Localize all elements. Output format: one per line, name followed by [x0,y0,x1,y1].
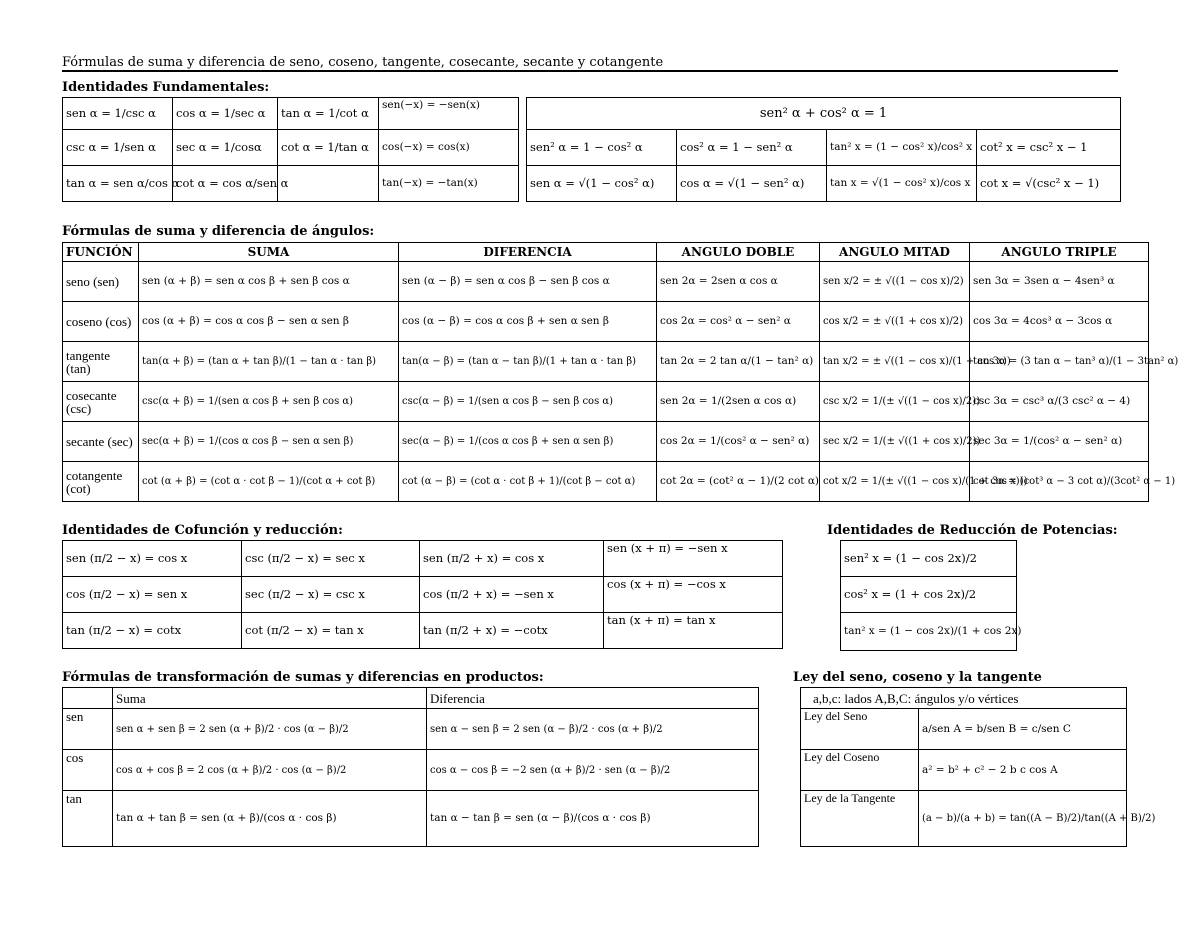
funcion-label: secante (sec) [63,422,139,462]
cofuncion-table [62,540,783,649]
pyth-cell: sen α = √(1 − cos² α) [527,166,677,202]
potencias-table [840,540,1022,651]
formula-cell: cot (α + β) = (cot α · cot β − 1)/(cot α + cot β) [139,462,399,502]
ley-formula: a² = b² + c² − 2 b c cos A [919,750,1127,791]
angulos-table [62,242,1179,502]
fund-cell: cos(−x) = cos(x) [379,130,519,166]
cofuncion-cell: sec (π/2 − x) = csc x [242,577,420,613]
fund-cell: sen α = 1/csc α [63,98,173,130]
cofuncion-heading: Identidades de Cofunción y reducción: [62,523,343,538]
angulos-heading: Fórmulas de suma y diferencia de ángulos: [62,224,375,239]
formula-cell: tan 2α = 2 tan α/(1 − tan² α) [657,342,820,382]
header-diferencia: DIFERENCIA [399,243,657,262]
formula-cell: cos 2α = 1/(cos² α − sen² α) [657,422,820,462]
transformacion-header-empty [63,688,113,709]
cofuncion-cell: cot (π/2 − x) = tan x [242,613,420,649]
formula-cell: sen 2α = 1/(2sen α cos α) [657,382,820,422]
formula-cell: sec 3α = 1/(cos² α − sen² α) [970,422,1149,462]
transformacion-heading: Fórmulas de transformación de sumas y diferencias en productos: [62,670,544,685]
funcion-label: cotangente (cot) [63,462,139,502]
formula-cell: tan 3α = (3 tan α − tan³ α)/(1 − 3tan² α) [970,342,1149,382]
formula-cell: sen 2α = 2sen α cos α [657,262,820,302]
ley-formula: (a − b)/(a + b) = tan((A − B)/2)/tan((A + B)/2) [919,791,1127,847]
formula-cell: tan(α − β) = (tan α − tan β)/(1 + tan α · tan β) [399,342,657,382]
formula-cell: cot x/2 = 1/(± √((1 − cos x)/(1 + cos x))) [820,462,970,502]
pyth-cell: cot x = √(csc² x − 1) [977,166,1121,202]
transformacion-cell: tan α − tan β = sen (α − β)/(cos α · cos β) [427,791,759,847]
document-title: Fórmulas de suma y diferencia de seno, coseno, tangente, cosecante, secante y cotangente [62,56,1118,72]
formula-cell: sec(α − β) = 1/(cos α cos β + sen α sen β) [399,422,657,462]
funcion-label: seno (sen) [63,262,139,302]
fundamentales-heading: Identidades Fundamentales: [62,80,270,95]
fund-cell: cos α = 1/sec α [173,98,278,130]
ley-label: Ley del Coseno [801,750,919,791]
formula-cell: cot 3α = (cot³ α − 3 cot α)/(3cot² α − 1) [970,462,1149,502]
fund-cell: sen(−x) = −sen(x) [379,98,519,130]
funcion-label: coseno (cos) [63,302,139,342]
header-angulo-triple: ANGULO TRIPLE [970,243,1149,262]
formula-cell: cos (α + β) = cos α cos β − sen α sen β [139,302,399,342]
potencia-cell: tan² x = (1 − cos 2x)/(1 + cos 2x) [841,613,1017,651]
funcion-label: cosecante (csc) [63,382,139,422]
fund-cell: tan α = sen α/cos α [63,166,173,202]
cofuncion-cell: sen (π/2 + x) = cos x [420,541,604,577]
fund-cell: cot α = 1/tan α [278,130,379,166]
cofuncion-cell: sen (x + π) = −sen x [604,541,783,577]
transformacion-cell: tan α + tan β = sen (α + β)/(cos α · cos β) [113,791,427,847]
formula-cell: csc x/2 = 1/(± √((1 − cos x)/2)) [820,382,970,422]
pyth-cell: sen² α = 1 − cos² α [527,130,677,166]
formula-cell: csc(α + β) = 1/(sen α cos β + sen β cos α) [139,382,399,422]
transformacion-header-suma: Suma [113,688,427,709]
formula-cell: cot (α − β) = (cot α · cot β + 1)/(cot β − cot α) [399,462,657,502]
pythagorean-table [526,97,1121,202]
formula-cell: sen x/2 = ± √((1 − cos x)/2) [820,262,970,302]
leyes-table [800,687,1156,847]
transformacion-cell: cos α − cos β = −2 sen (α + β)/2 · sen (α − β)/2 [427,750,759,791]
funcion-label: tangente (tan) [63,342,139,382]
fund-cell: sec α = 1/cosα [173,130,278,166]
fund-cell: tan(−x) = −tan(x) [379,166,519,202]
cofuncion-cell: tan (π/2 − x) = cotx [63,613,242,649]
pyth-cell: cos α = √(1 − sen² α) [677,166,827,202]
potencias-heading: Identidades de Reducción de Potencias: [827,523,1118,538]
formula-cell: cos x/2 = ± √((1 + cos x)/2) [820,302,970,342]
cofuncion-cell: cos (π/2 + x) = −sen x [420,577,604,613]
fundamentales-table [62,97,519,202]
header-angulo-doble: ANGULO DOBLE [657,243,820,262]
formula-cell: sec x/2 = 1/(± √((1 + cos x)/2)) [820,422,970,462]
transformacion-cell: sen α + sen β = 2 sen (α + β)/2 · cos (α − β)/2 [113,709,427,750]
formula-cell: cos 3α = 4cos³ α − 3cos α [970,302,1149,342]
transformacion-label: cos [63,750,113,791]
cofuncion-cell: tan (x + π) = tan x [604,613,783,649]
fund-cell: csc α = 1/sen α [63,130,173,166]
ley-label: Ley de la Tangente [801,791,919,847]
pyth-cell: cos² α = 1 − sen² α [677,130,827,166]
potencia-cell: sen² x = (1 − cos 2x)/2 [841,541,1017,577]
formula-cell: sec(α + β) = 1/(cos α cos β − sen α sen β) [139,422,399,462]
formula-cell: sen 3α = 3sen α − 4sen³ α [970,262,1149,302]
header-funcion: FUNCIÓN [63,243,139,262]
pyth-cell: tan² x = (1 − cos² x)/cos² x [827,130,977,166]
header-suma: SUMA [139,243,399,262]
formula-cell: sen (α − β) = sen α cos β − sen β cos α [399,262,657,302]
ley-label: Ley del Seno [801,709,919,750]
cofuncion-cell: cos (x + π) = −cos x [604,577,783,613]
pyth-cell: cot² x = csc² x − 1 [977,130,1121,166]
formula-cell: tan(α + β) = (tan α + tan β)/(1 − tan α · tan β) [139,342,399,382]
header-angulo-mitad: ANGULO MITAD [820,243,970,262]
transformacion-table [62,687,759,847]
cofuncion-cell: cos (π/2 − x) = sen x [63,577,242,613]
formula-cell: tan x/2 = ± √((1 − cos x)/(1 + cos x)) [820,342,970,382]
fund-cell: tan α = 1/cot α [278,98,379,130]
cofuncion-cell: sen (π/2 − x) = cos x [63,541,242,577]
pythagorean-identity: sen² α + cos² α = 1 [527,98,1121,130]
formula-cell: cot 2α = (cot² α − 1)/(2 cot α) [657,462,820,502]
fund-cell: cot α = cos α/sen α [173,166,278,202]
ley-formula: a/sen A = b/sen B = c/sen C [919,709,1127,750]
leyes-caption: a,b,c: lados A,B,C: ángulos y/o vértices [801,688,1127,709]
transformacion-label: tan [63,791,113,847]
potencia-cell: cos² x = (1 + cos 2x)/2 [841,577,1017,613]
formula-cell: csc 3α = csc³ α/(3 csc² α − 4) [970,382,1149,422]
transformacion-label: sen [63,709,113,750]
transformacion-header-diferencia: Diferencia [427,688,759,709]
formula-cell: cos 2α = cos² α − sen² α [657,302,820,342]
leyes-heading: Ley del seno, coseno y la tangente [793,670,1042,685]
formula-cell: sen (α + β) = sen α cos β + sen β cos α [139,262,399,302]
formula-cell: cos (α − β) = cos α cos β + sen α sen β [399,302,657,342]
cofuncion-cell: tan (π/2 + x) = −cotx [420,613,604,649]
transformacion-cell: cos α + cos β = 2 cos (α + β)/2 · cos (α − β)/2 [113,750,427,791]
pyth-cell: tan x = √(1 − cos² x)/cos x [827,166,977,202]
transformacion-cell: sen α − sen β = 2 sen (α − β)/2 · cos (α + β)/2 [427,709,759,750]
cofuncion-cell: csc (π/2 − x) = sec x [242,541,420,577]
fund-cell [278,166,379,202]
formula-cell: csc(α − β) = 1/(sen α cos β − sen β cos α) [399,382,657,422]
